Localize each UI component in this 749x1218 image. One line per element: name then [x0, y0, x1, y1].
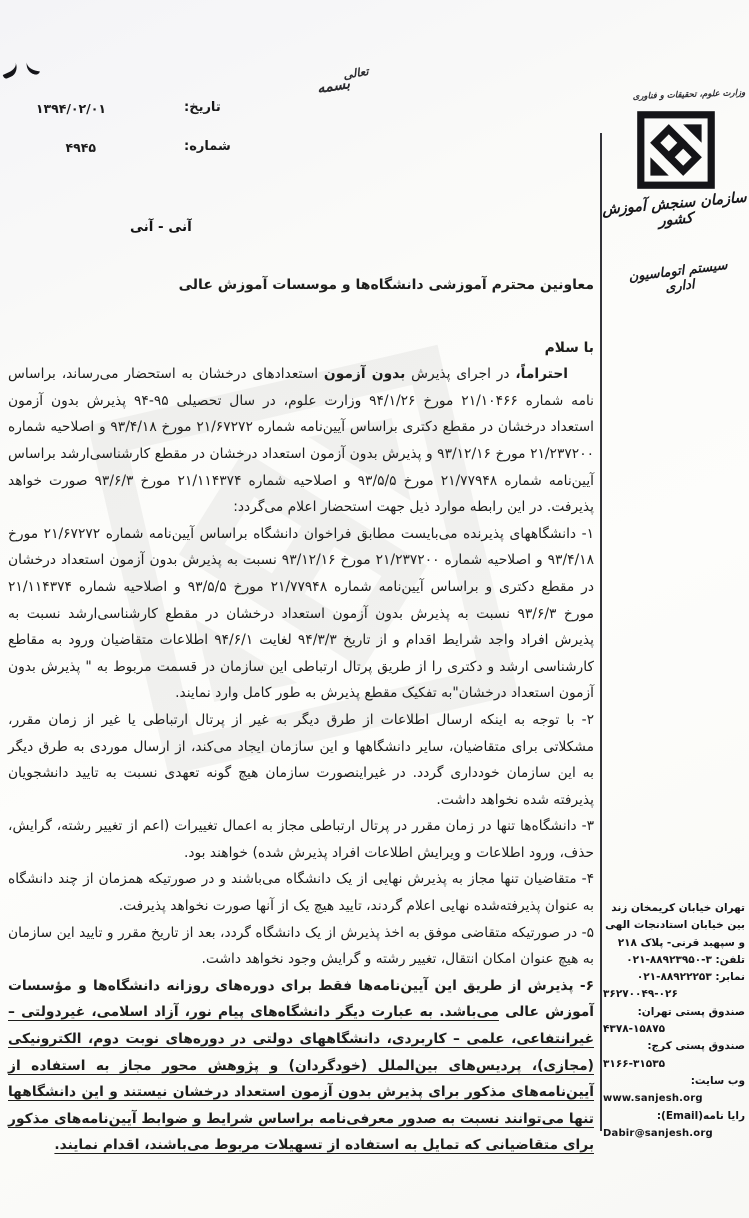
date-value: ۱۳۹۴/۰۲/۰۱ [35, 101, 106, 116]
letter-item-2: ۲- با توجه به اینکه ارسال اطلاعات از طرق دیگر به غیر از پرتال ارتباطی یا غیر از زمان مقرر، مشکلاتی برای متقاضیان، سایر دانشگاهها و این سازمان ایجاد می‌کند، از ارسال موردی به طرق دیگر به این سازمان خودداری گردد. در غیراینصورت سازمان هیچ گونه تعهدی نسبت به تایید دانشجویان پذیرفته شده نخواهد داشت. [8, 711, 594, 808]
pobox-karaj-value: ۳۱۶۶-۳۱۵۳۵ [603, 1057, 666, 1070]
salutation: با سلام [544, 339, 594, 356]
pobox-tehran-value: ۴۳۷۸-۱۵۸۷۵ [603, 1023, 666, 1036]
letter-item-6 [8, 973, 594, 1159]
letter-body [8, 272, 594, 1159]
letter-item-1: ۱- دانشگاههای پذیرنده می‌بایست مطابق فراخوان دانشگاه براساس آیین‌نامه شماره ۲۱/۶۷۲۷۲ مورخ ۹۳/۴/۱۸ و اصلاحیه شماره ۲۱/۲۳۷۲۰۰ مورخ ۹۳/۱۲/۱۶ نسبت به پذیرش بدون آزمون استعداد درخشان در مقطع دکتری و براساس آیین‌نامه شماره ۲۱/۷۷۹۴۸ مورخ ۹۳/۵/۵ و اصلاحیه شماره ۲۱/۱۱۴۳۷۴ مورخ ۹۳/۶/۳ نسبت به پذیرش بدون آزمون استعداد درخشان در مقطع کارشناسی‌ارشد نسبت به پذیرش افراد واجد شرایط اقدام و از تاریخ ۹۴/۳/۳ لغایت ۹۴/۶/۱ اطلاعات متقاضیان ورود به مقاطع کارشناسی ارشد و دکتری را از طریق پرتال ارتباطی این سازمان در قسمت مربوط به " پذیرش بدون آزمون استعداد درخشان"به تفکیک مقطع پذیرش به طور کامل وارد نمایند. [8, 525, 594, 702]
scan-artifact-mark [24, 57, 42, 75]
address-line: تهران خیابان کریمخان زند [611, 902, 745, 914]
letter-item-3: ۳- دانشگاه‌ها تنها در زمان مقرر در پرتال ارتباطی مجاز به اعمال تغییرات (اعم از تغییر رشته، گرایش، حذف، ورود اطلاعات و ویرایش اطلاعات افراد پذیرش شده) خواهند بود. [8, 818, 594, 861]
contact-block [603, 900, 745, 1142]
email-label: رایا نامه(Email): [656, 1109, 745, 1122]
pobox-tehran-label: صندوق پستی تهران: [637, 1005, 745, 1018]
intro-bold-respectfully: احتراماً، [515, 366, 568, 383]
intro-paragraph [8, 361, 594, 521]
bismillah-calligraphy [297, 57, 415, 100]
letter-item-4: ۴- متقاضیان تنها مجاز به پذیرش نهایی از یک دانشگاه می‌باشند و در صورتیکه همزمان از چند دانشگاه به عنوان پذیرفته‌شده نهایی اعلام گردند، تایید هیچ یک از آنها صورت نخواهد پذیرفت. [8, 871, 594, 915]
website-label: وب سایت: [690, 1074, 745, 1087]
item6-underlined-text: می‌باشد. به عبارت دیگر دانشگاه‌های پیام نور، آزاد اسلامی، غیردولتی – غیرانتفاعی، علمی – کاربردی، دانشگاههای دولتی در دوره‌های نوبت دوم، الکترونیکی (مجازی)، پردیس‌های بین‌الملل (خودگردان) و پژوهش محور مجاز به استفاده از آیین‌نامه‌های مذکور برای پذیرش بدون آزمون استعداد درخشان نیستند و این دانشگاهها تنها می‌توانند نسبت به صدور معرفی‌نامه براساس شرایط و ضوابط آیین‌نامه‌های مذکور برای متقاضیانی که تمایل به استفاده از تسهیلات مربوط می‌باشند، اقدام نمایند. [8, 1004, 594, 1154]
sidebar-divider-line [600, 133, 602, 1131]
phone-line: تلفن: ۳-۸۸۹۲۳۹۵۰-۰۲۱ [626, 953, 745, 966]
address-line: بین خیابان استادنجات الهی [605, 919, 745, 932]
pobox-karaj-label: صندوق پستی کرج: [647, 1040, 745, 1053]
item6-bold-lead: ۶- پذیرش از طریق این آیین‌نامه‌ها فقط برای دوره‌های روزانه دانشگاه‌ها و مؤسسات آموزش عالی [8, 977, 594, 1021]
number-value: ۴۹۴۵ [65, 140, 96, 155]
website-url: www.sanjesh.org [603, 1093, 703, 1105]
automation-system-calligraphy: سیستم اتوماسیون اداری [627, 258, 729, 296]
ministry-name: وزارت علوم، تحقیقات و فناوری [632, 88, 746, 102]
bismillah-word-taala: تعالی [342, 64, 370, 82]
priority-stamp: آنی - آنی [130, 219, 192, 235]
date-label: تاریخ: [184, 100, 221, 115]
scan-artifact-mark [0, 55, 20, 79]
fax-line: نمابر: ۸۸۹۲۲۲۵۳-۰۲۱ [636, 971, 745, 984]
organization-name-calligraphy: سازمان سنجش آموزش کشور [601, 189, 748, 230]
address-line: و سپهبد قرنی- پلاک ۲۱۸ [617, 936, 745, 949]
intro-bold-without-exam: بدون آزمون [323, 366, 406, 383]
sanjesh-logo-icon [633, 110, 719, 190]
bismillah-word-besmeh: بسمه [315, 76, 352, 98]
email-address: Dabir@sanjesh.org [603, 1127, 713, 1139]
letter-item-5: ۵- در صورتیکه متقاضی موفق به اخذ پذیرش از یک دانشگاه گردد، بعد از تاریخ مقرر و تایید این سازمان به هیچ عنوان امکان انتقال، تغییر رشته و گرایش وجود نخواهد داشت. [8, 924, 594, 968]
recipient-heading: معاونین محترم آموزشی دانشگاه‌ها و موسسات آموزش عالی [178, 277, 594, 293]
number-label: شماره: [184, 139, 231, 154]
intro-text-rest: استعدادهای درخشان به استحضار می‌رساند، براساس نامه شماره ۲۱/۱۰۴۶۶ مورخ ۹۴/۱/۲۶ وزارت علوم، در سال تحصیلی ۹۵-۹۴ پذیرش بدون آزمون استعداد درخشان در مقطع دکتری براساس آیین‌نامه شماره ۲۱/۶۷۲۷۲ مورخ ۹۳/۴/۱۸ و اصلاحیه شماره ۲۱/۲۳۷۲۰۰ مورخ ۹۳/۱۲/۱۶ و پذیرش بدون آزمون استعداد درخشان در مقطع کارشناسی‌ارشد براساس آیین‌نامه شماره ۲۱/۷۷۹۴۸ مورخ ۹۳/۵/۵ و اصلاحیه شماره ۲۱/۱۱۴۳۷۴ مورخ ۹۳/۶/۳ صورت خواهد پذیرفت. در این رابطه موارد ذیل جهت استحضار اعلام می‌گردد: [8, 366, 595, 516]
intro-text: در اجرای پذیرش [405, 366, 516, 383]
phone2-line: ۳۶۲۷۰۰۴۹-۰۲۶ [603, 988, 678, 1001]
